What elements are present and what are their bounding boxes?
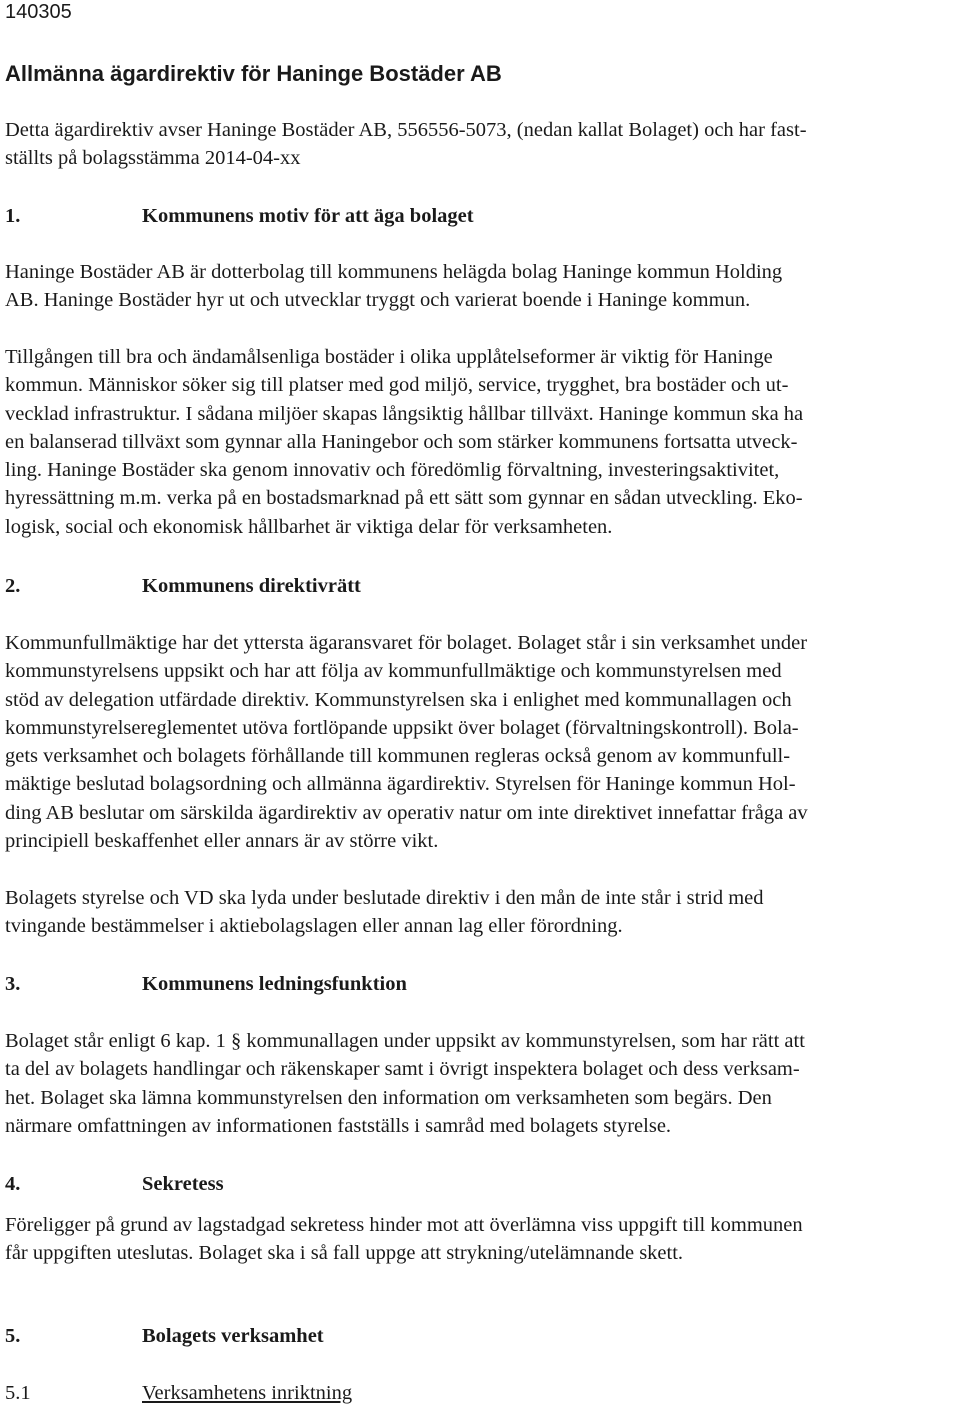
text-line: Bolaget står enligt 6 kap. 1 § kommunallagen under uppsikt av kommunstyrelsen, som har rätt att: [5, 1030, 805, 1052]
section-number: 1.: [5, 205, 21, 227]
section-title: Bolagets verksamhet: [142, 1325, 324, 1347]
section-heading-1: [5, 202, 952, 230]
section-title: Sekretess: [142, 1173, 224, 1195]
text-line: ställts på bolagsstämma 2014-04-xx: [5, 147, 301, 170]
section-number: 5.: [5, 1325, 21, 1347]
text-line: ding AB beslutar om särskilda ägardirektiv av operativ natur om inte direktivet innefattar fråga av: [5, 801, 808, 824]
text-line: mäktige beslutad bolagsordning och allmänna ägardirektiv. Styrelsen för Haninge kommun Hol-: [5, 773, 796, 796]
text-line: kommunstyrelsereglementet utöva fortlöpande uppsikt över bolaget (förvaltningskontroll). Bola-: [5, 716, 799, 739]
text-line: Tillgången till bra och ändamålsenliga bostäder i olika upplåtelseformer är viktig för Haninge: [5, 346, 773, 368]
text-line: principiell beskaffenhet eller annars är av större vikt.: [5, 830, 439, 853]
section-2-paragraph-2: [5, 884, 952, 941]
text-line: kommunstyrelsens uppsikt och har att följa av kommunfullmäktige och kommunstyrelsen med: [5, 660, 782, 683]
document-date: 140305: [5, 1, 72, 23]
section-title: Kommunens direktivrätt: [142, 575, 361, 597]
section-number: 2.: [5, 575, 21, 597]
text-line: ling. Haninge Bostäder ska genom innovativ och föredömlig förvaltning, investeringsaktivitet,: [5, 459, 780, 482]
subsection-number: 5.1: [5, 1382, 31, 1404]
subsection-title: Verksamhetens inriktning: [142, 1382, 353, 1404]
text-line: Bolagets styrelse och VD ska lyda under beslutade direktiv i den mån de inte står i strid med: [5, 887, 764, 909]
section-3-paragraph-1: [5, 1027, 952, 1140]
section-heading-3: [5, 970, 952, 998]
section-title: Kommunens ledningsfunktion: [142, 973, 407, 995]
text-line: hyressättning m.m. verka på en bostadsmarknad på ett sätt som gynnar en sådan utveckling. Eko-: [5, 487, 803, 510]
text-line: ta del av bolagets handlingar och räkenskaper samt i övrigt inspektera bolaget och dess verksam-: [5, 1058, 800, 1081]
intro-paragraph: [5, 116, 952, 173]
text-line: Föreligger på grund av lagstadgad sekretess hinder mot att överlämna viss uppgift till kommunen: [5, 1214, 803, 1236]
text-line: tvingande bestämmelser i aktiebolagslagen eller annan lag eller förordning.: [5, 915, 623, 938]
section-1-paragraph-2: [5, 343, 952, 541]
section-heading-2: [5, 572, 952, 600]
text-line: Haninge Bostäder AB är dotterbolag till kommunens helägda bolag Haninge kommun Holding: [5, 261, 783, 283]
text-line: gets verksamhet och bolagets förhållande till kommunen regleras också genom av kommunfull-: [5, 745, 791, 768]
text-line: het. Bolaget ska lämna kommunstyrelsen den information om verksamheten som begärs. Den: [5, 1086, 772, 1109]
text-line: AB. Haninge Bostäder hyr ut och utvecklar tryggt och varierat boende i Haninge kommun.: [5, 289, 751, 312]
text-line: stöd av delegation utfärdade direktiv. Kommunstyrelsen ska i enlighet med kommunallagen och: [5, 688, 792, 711]
text-line: kommun. Människor söker sig till platser med god miljö, service, trygghet, bra bostäder och ut-: [5, 374, 789, 397]
section-title: Kommunens motiv för att äga bolaget: [142, 205, 474, 227]
document-title: Allmänna ägardirektiv för Haninge Bostäder AB: [5, 61, 502, 86]
section-number: 4.: [5, 1173, 21, 1195]
text-line: en balanserad tillväxt som gynnar alla Haningebor och som stärker kommunens fortsatta utveck-: [5, 430, 798, 453]
text-line: närmare omfattningen av informationen fastställs i samråd med bolagets styrelse.: [5, 1114, 672, 1137]
section-heading-5: [5, 1322, 952, 1350]
section-2-paragraph-1: [5, 629, 952, 855]
section-heading-4: [5, 1170, 952, 1198]
section-4-paragraph-1: [5, 1211, 952, 1268]
subsection-heading-5-1: [5, 1379, 952, 1407]
text-line: Detta ägardirektiv avser Haninge Bostäder AB, 556556-5073, (nedan kallat Bolaget) och har fast-: [5, 119, 807, 141]
section-1-paragraph-1: [5, 258, 952, 315]
section-number: 3.: [5, 973, 21, 995]
text-line: logisk, social och ekonomisk hållbarhet är viktiga delar för verksamheten.: [5, 515, 613, 538]
text-line: vecklad infrastruktur. I sådana miljöer skapas långsiktig hållbar tillväxt. Haninge kommun ska ha: [5, 402, 804, 425]
text-line: får uppgiften uteslutas. Bolaget ska i så fall uppge att strykning/utelämnande skett.: [5, 1242, 684, 1265]
text-line: Kommunfullmäktige har det yttersta ägaransvaret för bolaget. Bolaget står i sin verksamhet under: [5, 632, 808, 654]
